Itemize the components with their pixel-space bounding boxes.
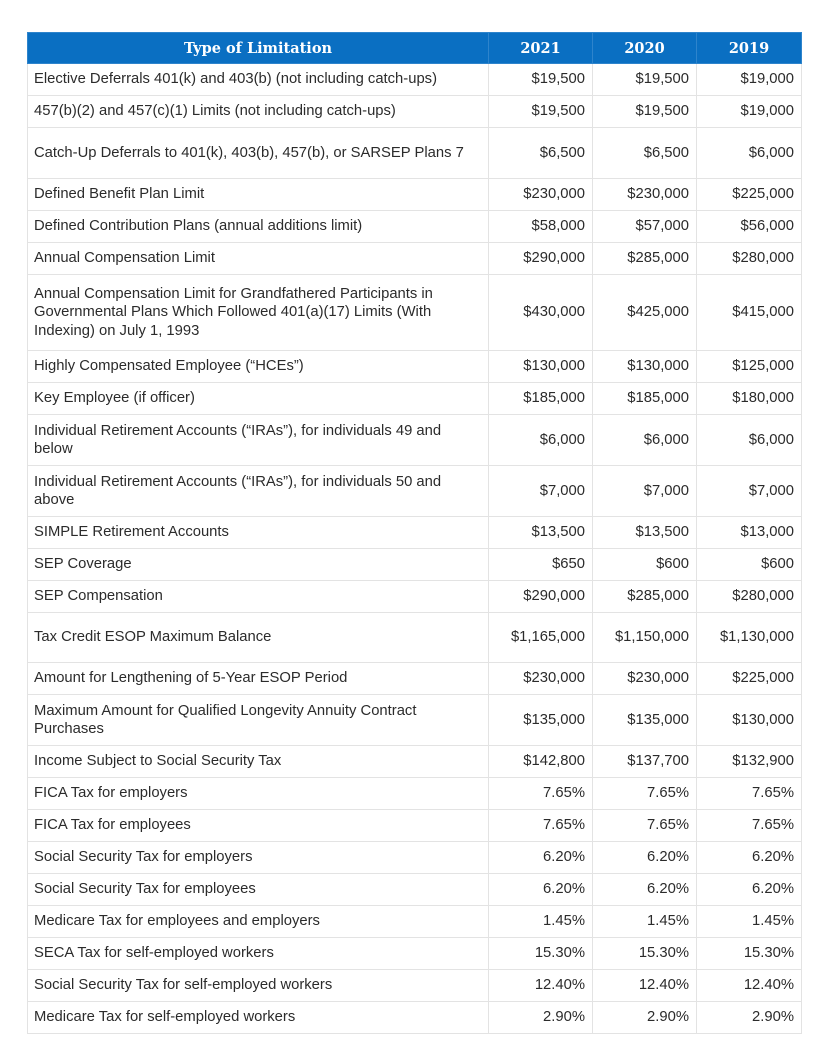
row-value-2021: $290,000 (489, 243, 593, 275)
header-row (28, 33, 802, 64)
row-value-2021: 15.30% (489, 938, 593, 970)
row-value-2020: 15.30% (593, 938, 697, 970)
row-label: SECA Tax for self-employed workers (28, 938, 489, 970)
row-label: FICA Tax for employers (28, 778, 489, 810)
limitations-table (27, 32, 802, 1034)
row-value-2020: $285,000 (593, 243, 697, 275)
row-value-2021: $230,000 (489, 179, 593, 211)
row-value-2021: 1.45% (489, 906, 593, 938)
table-row (28, 179, 802, 211)
table-row (28, 211, 802, 243)
table-row (28, 613, 802, 663)
table-header (28, 33, 802, 64)
row-value-2019: $56,000 (697, 211, 802, 243)
row-label: Amount for Lengthening of 5-Year ESOP Period (28, 663, 489, 695)
row-label: Elective Deferrals 401(k) and 403(b) (not including catch-ups) (28, 64, 489, 96)
row-label: Catch-Up Deferrals to 401(k), 403(b), 457(b), or SARSEP Plans 7 (28, 128, 489, 179)
table-row (28, 695, 802, 746)
row-value-2019: 12.40% (697, 970, 802, 1002)
row-value-2019: $225,000 (697, 663, 802, 695)
row-value-2021: 12.40% (489, 970, 593, 1002)
row-value-2019: $132,900 (697, 746, 802, 778)
row-value-2020: 1.45% (593, 906, 697, 938)
row-value-2019: 1.45% (697, 906, 802, 938)
row-label: Medicare Tax for employees and employers (28, 906, 489, 938)
row-value-2019: $280,000 (697, 581, 802, 613)
row-value-2020: 6.20% (593, 874, 697, 906)
row-label: Highly Compensated Employee (“HCEs”) (28, 351, 489, 383)
table-row (28, 1002, 802, 1034)
table-body (28, 64, 802, 1034)
table-row (28, 810, 802, 842)
header-2020: 2020 (593, 33, 697, 64)
row-value-2019: $6,000 (697, 415, 802, 466)
row-value-2021: 7.65% (489, 810, 593, 842)
row-value-2020: $19,500 (593, 64, 697, 96)
row-label: SEP Coverage (28, 549, 489, 581)
row-value-2020: 12.40% (593, 970, 697, 1002)
row-value-2020: 7.65% (593, 810, 697, 842)
table-row (28, 778, 802, 810)
row-value-2020: $19,500 (593, 96, 697, 128)
row-value-2021: $19,500 (489, 96, 593, 128)
row-value-2020: $230,000 (593, 663, 697, 695)
row-value-2020: $425,000 (593, 275, 697, 351)
row-value-2021: 2.90% (489, 1002, 593, 1034)
row-value-2019: $415,000 (697, 275, 802, 351)
row-label: Social Security Tax for self-employed workers (28, 970, 489, 1002)
row-label: Individual Retirement Accounts (“IRAs”), for individuals 49 and below (28, 415, 489, 466)
row-value-2020: $6,500 (593, 128, 697, 179)
row-value-2021: $430,000 (489, 275, 593, 351)
table-row (28, 351, 802, 383)
row-label: SIMPLE Retirement Accounts (28, 517, 489, 549)
row-value-2019: $280,000 (697, 243, 802, 275)
row-value-2019: 6.20% (697, 842, 802, 874)
row-value-2019: 7.65% (697, 778, 802, 810)
row-value-2019: $125,000 (697, 351, 802, 383)
row-value-2021: $230,000 (489, 663, 593, 695)
table-row (28, 938, 802, 970)
table-row (28, 275, 802, 351)
row-label: FICA Tax for employees (28, 810, 489, 842)
row-value-2019: 6.20% (697, 874, 802, 906)
header-2019: 2019 (697, 33, 802, 64)
row-value-2021: $290,000 (489, 581, 593, 613)
row-value-2019: $600 (697, 549, 802, 581)
row-value-2020: $57,000 (593, 211, 697, 243)
row-value-2020: $285,000 (593, 581, 697, 613)
row-value-2020: $130,000 (593, 351, 697, 383)
row-value-2020: $230,000 (593, 179, 697, 211)
row-value-2020: $185,000 (593, 383, 697, 415)
row-label: Maximum Amount for Qualified Longevity Annuity Contract Purchases (28, 695, 489, 746)
row-label: Defined Benefit Plan Limit (28, 179, 489, 211)
row-value-2020: $6,000 (593, 415, 697, 466)
row-value-2021: $1,165,000 (489, 613, 593, 663)
table-row (28, 581, 802, 613)
row-value-2020: $600 (593, 549, 697, 581)
row-value-2021: $142,800 (489, 746, 593, 778)
row-value-2021: $185,000 (489, 383, 593, 415)
row-value-2019: $180,000 (697, 383, 802, 415)
row-value-2021: $6,500 (489, 128, 593, 179)
table-row (28, 466, 802, 517)
row-value-2019: 7.65% (697, 810, 802, 842)
row-label: Individual Retirement Accounts (“IRAs”), for individuals 50 and above (28, 466, 489, 517)
row-label: Tax Credit ESOP Maximum Balance (28, 613, 489, 663)
table-row (28, 746, 802, 778)
row-value-2019: $1,130,000 (697, 613, 802, 663)
row-value-2020: 7.65% (593, 778, 697, 810)
header-type-of-limitation: Type of Limitation (28, 33, 489, 64)
row-value-2019: $130,000 (697, 695, 802, 746)
row-label: Annual Compensation Limit for Grandfathered Participants in Governmental Plans Which Followed 401(a)(17) Limits (With Indexing) on July 1, 1993 (28, 275, 489, 351)
row-value-2021: $13,500 (489, 517, 593, 549)
row-label: 457(b)(2) and 457(c)(1) Limits (not including catch-ups) (28, 96, 489, 128)
row-value-2019: $19,000 (697, 64, 802, 96)
row-value-2020: $1,150,000 (593, 613, 697, 663)
row-value-2021: $19,500 (489, 64, 593, 96)
table-row (28, 415, 802, 466)
row-value-2020: $7,000 (593, 466, 697, 517)
row-value-2019: $19,000 (697, 96, 802, 128)
row-value-2021: $58,000 (489, 211, 593, 243)
table-row (28, 842, 802, 874)
row-label: Social Security Tax for employees (28, 874, 489, 906)
table-row (28, 663, 802, 695)
row-value-2021: $650 (489, 549, 593, 581)
row-label: Key Employee (if officer) (28, 383, 489, 415)
table-row (28, 383, 802, 415)
table-row (28, 874, 802, 906)
row-label: Social Security Tax for employers (28, 842, 489, 874)
row-value-2020: $13,500 (593, 517, 697, 549)
row-value-2019: $225,000 (697, 179, 802, 211)
row-value-2021: 7.65% (489, 778, 593, 810)
row-label: Annual Compensation Limit (28, 243, 489, 275)
row-value-2019: 2.90% (697, 1002, 802, 1034)
table-row (28, 970, 802, 1002)
table-row (28, 96, 802, 128)
row-value-2019: $7,000 (697, 466, 802, 517)
row-value-2020: 6.20% (593, 842, 697, 874)
row-value-2020: $137,700 (593, 746, 697, 778)
row-label: Medicare Tax for self-employed workers (28, 1002, 489, 1034)
table-row (28, 64, 802, 96)
row-value-2021: $130,000 (489, 351, 593, 383)
row-value-2021: $7,000 (489, 466, 593, 517)
row-label: SEP Compensation (28, 581, 489, 613)
row-label: Income Subject to Social Security Tax (28, 746, 489, 778)
row-value-2021: $135,000 (489, 695, 593, 746)
row-value-2019: $6,000 (697, 128, 802, 179)
table-row (28, 906, 802, 938)
table-row (28, 549, 802, 581)
row-value-2021: $6,000 (489, 415, 593, 466)
row-value-2021: 6.20% (489, 842, 593, 874)
row-value-2020: $135,000 (593, 695, 697, 746)
row-value-2020: 2.90% (593, 1002, 697, 1034)
table-row (28, 128, 802, 179)
row-value-2021: 6.20% (489, 874, 593, 906)
table-row (28, 517, 802, 549)
header-2021: 2021 (489, 33, 593, 64)
row-value-2019: 15.30% (697, 938, 802, 970)
row-label: Defined Contribution Plans (annual additions limit) (28, 211, 489, 243)
table-row (28, 243, 802, 275)
row-value-2019: $13,000 (697, 517, 802, 549)
